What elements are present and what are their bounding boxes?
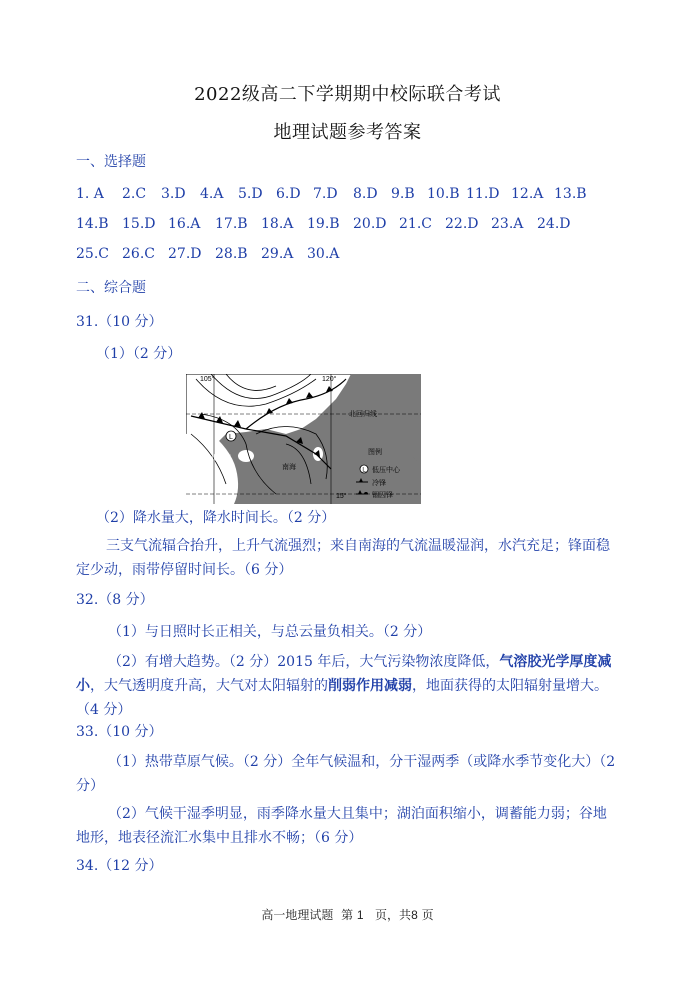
answer-item: 30.A — [307, 246, 340, 262]
legend-occluded-label: 锢囚锋 — [372, 491, 393, 499]
q33-part1: （1）热带草原气候。（2 分）全年气候温和，分干湿两季（或降水季节变化大）（2 分） — [76, 754, 616, 794]
answer-item: 21.C — [399, 216, 432, 232]
q32-part2-text3: ，地面获得的太阳辐射量增大。（4 分） — [76, 678, 608, 718]
answer-item: 26.C — [122, 246, 155, 262]
answer-item: 12.A — [511, 186, 544, 202]
footer-ye2: 页 — [421, 908, 434, 922]
map-tropic-label: 北回归线 — [349, 410, 377, 418]
footer-subject: 高一地理试题 — [261, 908, 334, 922]
legend-title: 图例 — [368, 448, 382, 456]
answer-item: 17.B — [215, 216, 248, 232]
answer-item: 16.A — [168, 216, 201, 232]
section-heading-comprehensive: 二、综合题 — [76, 280, 146, 296]
answer-row-3 — [76, 246, 347, 262]
answer-item: 5.D — [238, 186, 263, 202]
answer-row-1 — [76, 186, 594, 202]
q31-part2: （2）降水量大，降水时间长。（2 分） — [96, 510, 336, 526]
map-nanhai-label: 南海 — [282, 463, 296, 471]
low-center-symbol: L — [229, 434, 233, 441]
section-heading-choice: 一、选择题 — [76, 154, 146, 170]
answer-item: 14.B — [76, 216, 109, 232]
map-beibu-label: 北部湾 — [210, 454, 231, 462]
answer-item: 4.A — [200, 186, 224, 202]
answer-item: 9.B — [391, 186, 415, 202]
answer-item: 7.D — [313, 186, 338, 202]
q32-part2-bold2: 削弱作用减弱 — [328, 678, 412, 694]
legend-cold-label: 冷锋 — [372, 479, 386, 487]
q34-label: 34.（12 分） — [76, 858, 163, 874]
answer-item: 6.D — [276, 186, 301, 202]
q33-part2: （2）气候干湿季明显，雨季降水量大且集中；湖泊面积缩小，调蓄能力弱；谷地地形，地表径流汇水集中且排水不畅；（6 分） — [76, 806, 607, 846]
footer-ye: 页，共 — [375, 908, 412, 922]
exam-title: 2022级高二下学期期中校际联合考试 — [194, 84, 501, 105]
answer-item: 8.D — [353, 186, 378, 202]
answer-item: 3.D — [161, 186, 186, 202]
map-lat-15: 15° — [336, 493, 347, 500]
q31-label: 31.（10 分） — [76, 314, 163, 330]
answer-item: 29.A — [261, 246, 294, 262]
legend-low-icon: L — [362, 467, 366, 474]
map-lon-105: 105° — [200, 376, 215, 383]
answer-item: 22.D — [445, 216, 479, 232]
footer-page-number: 1 — [356, 908, 364, 922]
answer-item: 1. A — [76, 186, 104, 202]
q32-part2-text: （2）有增大趋势。（2 分）2015 年后，大气污染物浓度降低， — [108, 654, 500, 670]
answer-item: 20.D — [353, 216, 387, 232]
q33-label: 33.（10 分） — [76, 724, 163, 740]
q32-part2-text2: ，大气透明度升高，大气对太阳辐射的 — [90, 678, 328, 694]
legend-low-label: 低压中心 — [372, 466, 400, 474]
answer-item: 25.C — [76, 246, 109, 262]
answer-item: 23.A — [491, 216, 524, 232]
q32-label: 32.（8 分） — [76, 592, 154, 608]
answer-row-2 — [76, 216, 577, 232]
footer-di: 第 — [341, 908, 354, 922]
answer-item: 24.D — [537, 216, 571, 232]
answer-item: 2.C — [122, 186, 147, 202]
q32-part2-bold1: 气溶胶光学厚度减小 — [76, 654, 612, 694]
q31-part1: （1）（2 分） — [96, 346, 182, 362]
answer-item: 19.B — [307, 216, 340, 232]
answer-item: 18.A — [261, 216, 294, 232]
q31-part3: 三支气流辐合抬升，上升气流强烈；来自南海的气流温暖湿润，水汽充足；锋面稳定少动，雨带停留时间长。（6 分） — [76, 538, 610, 578]
answer-item: 15.D — [122, 216, 156, 232]
q32-part1: （1）与日照时长正相关，与总云量负相关。（2 分） — [108, 624, 432, 640]
answer-item: 10.B — [427, 186, 460, 202]
page-footer — [0, 906, 695, 923]
weather-front-map — [186, 374, 421, 504]
map-lon-120: 120° — [322, 376, 337, 383]
exam-subtitle: 地理试题参考答案 — [273, 122, 422, 143]
answer-item: 13.B — [554, 186, 587, 202]
answer-item: 27.D — [168, 246, 202, 262]
answer-item: 11.D — [466, 186, 500, 202]
answer-item: 28.B — [215, 246, 248, 262]
q32-part2 — [76, 650, 620, 722]
footer-total-pages: 8 — [411, 908, 418, 922]
